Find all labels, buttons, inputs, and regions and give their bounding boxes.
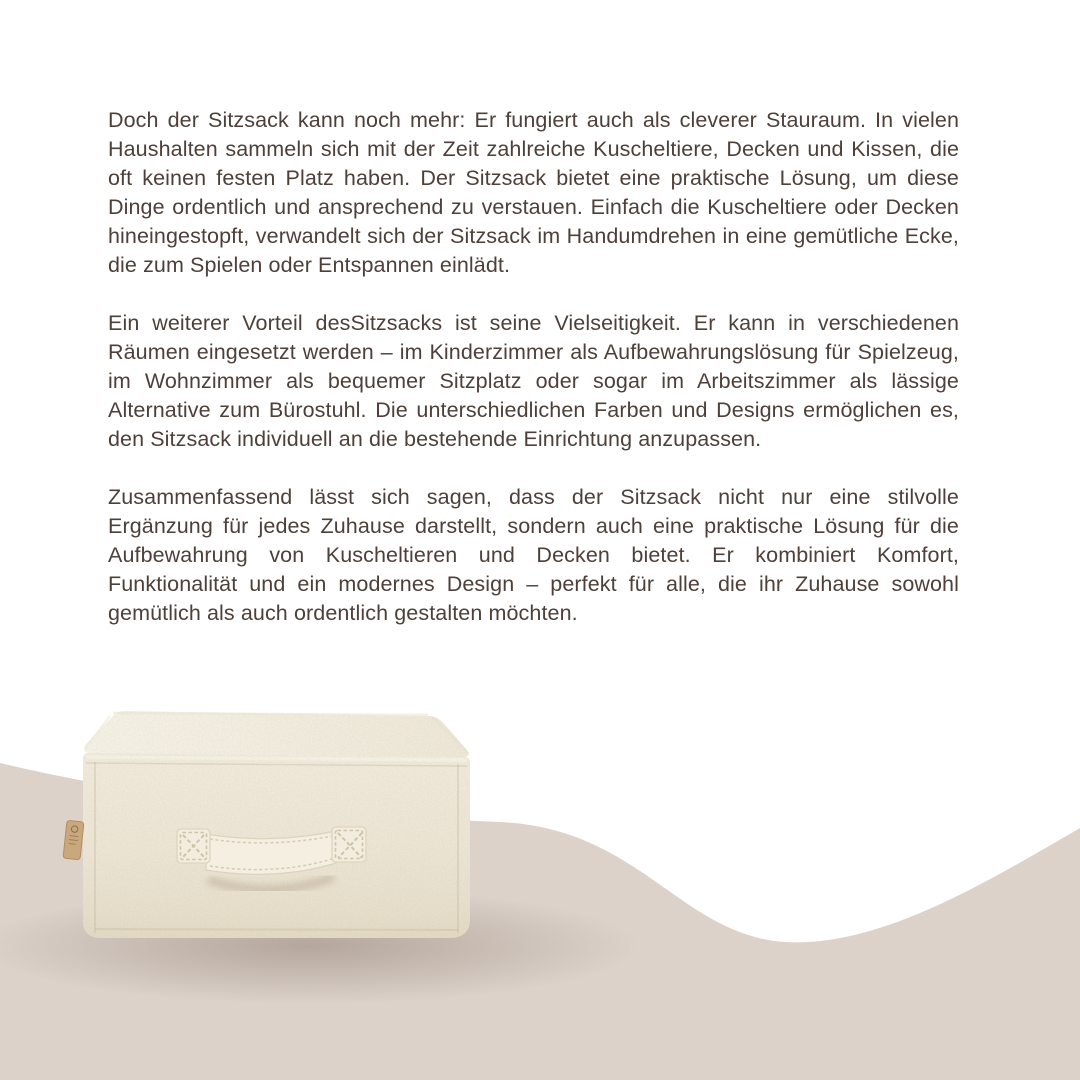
paragraph-summary: Zusammenfassend lässt sich sagen, dass der Sitzsack nicht nur eine stilvolle Ergänzung für jedes Zuhause darstellt, sondern auch eine praktische Lösung für die Aufbewahrung von Kuscheltieren und Decken bietet. Er kombiniert Komfort, Funktionalität und ein modernes Design – perfekt für alle, die ihr Zuhause sowohl gemütlich als auch ordentlich gestalten möchten. <box>108 485 959 625</box>
handle-left-patch <box>177 829 210 863</box>
handle-right-patch <box>332 827 366 862</box>
paragraph-versatility: Ein weiterer Vorteil desSitzsacks ist seine Vielseitigkeit. Er kann in verschiedenen Räumen eingesetzt werden – im Kinderzimmer als Aufbewahrungslösung für Spielzeug, im Wohnzimmer als bequemer Sitzplatz oder sogar im Arbeitszimmer als lässige Alternative zum Bürostuhl. Die unterschiedlichen Farben und Designs ermöglichen es, den Sitzsack individuell an die bestehende Einrichtung anzupassen. <box>108 311 959 451</box>
fabric-texture <box>60 690 490 960</box>
article-text <box>108 106 959 628</box>
brand-tag <box>63 820 84 860</box>
paragraph-storage: Doch der Sitzsack kann noch mehr: Er fungiert auch als cleverer Stauraum. In vielen Haushalten sammeln sich mit der Zeit zahlreiche Kuscheltiere, Decken und Kissen, die oft keinen festen Platz haben. Der Sitzsack bietet eine praktische Lösung, um diese Dinge ordentlich und ansprechend zu verstauen. Einfach die Kuscheltiere oder Decken hineingestopft, verwandelt sich der Sitzsack im Handumdrehen in eine gemütliche Ecke, die zum Spielen oder Entspannen einlädt. <box>108 108 959 277</box>
boucle-storage-box-icon <box>60 690 490 960</box>
